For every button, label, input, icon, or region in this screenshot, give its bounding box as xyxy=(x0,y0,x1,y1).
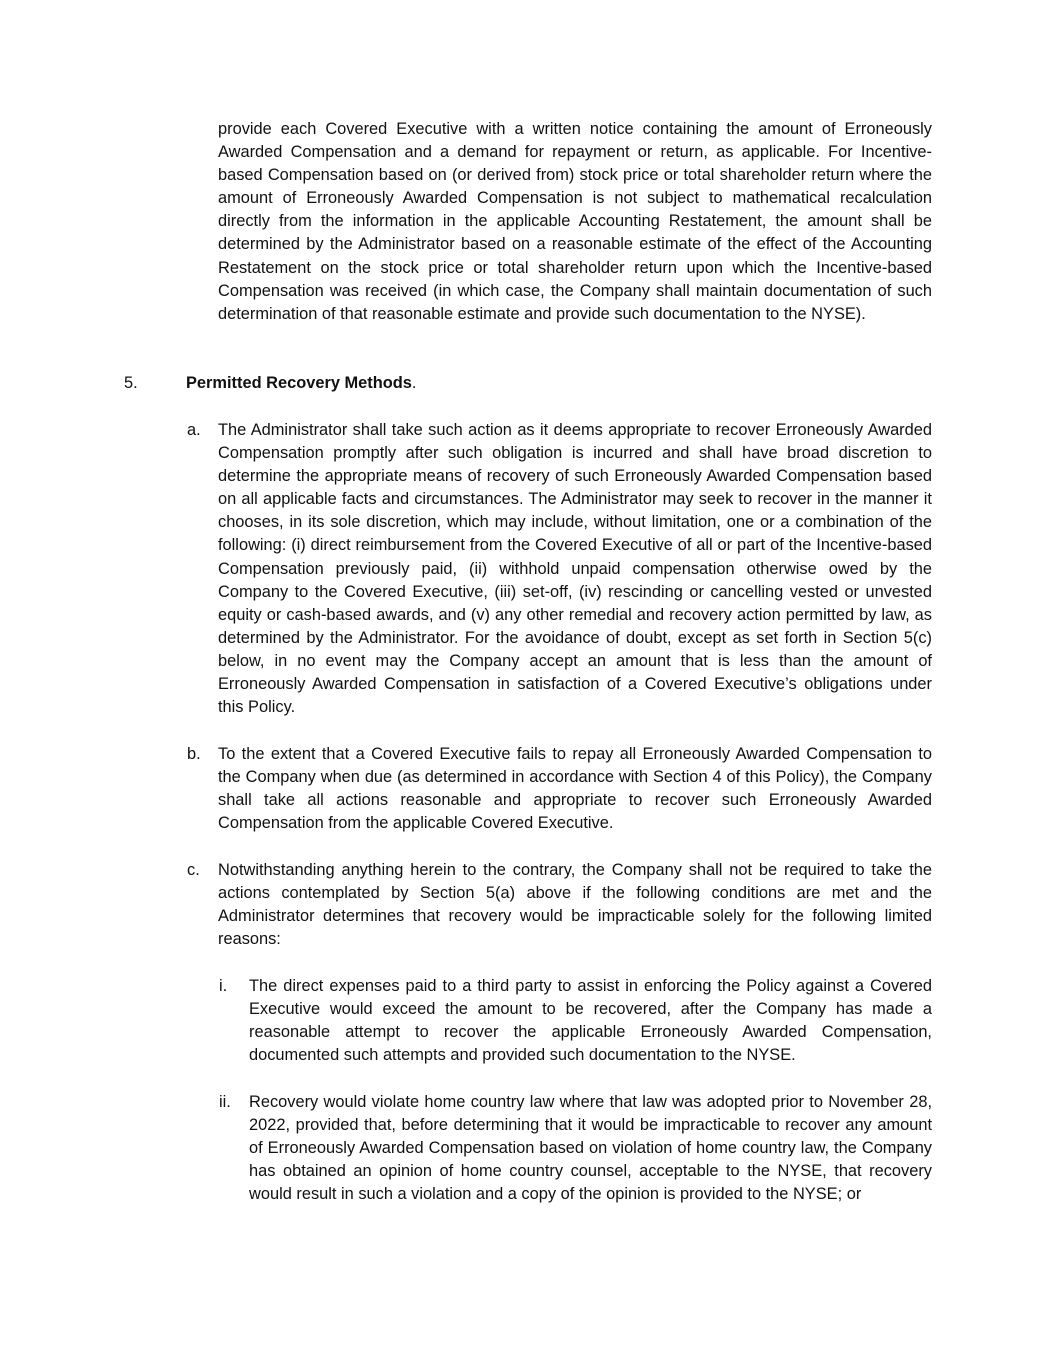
subitem-text-ii: Recovery would violate home country law where that law was adopted prior to November 28, 2022, provided that, before determining that it would be impracticable to recover any amount of Erroneously Awarded Compensation based on violation of home country law, the Company has obtained an opinion of home country counsel, acceptable to the NYSE, that recovery would result in such a violation and a copy of the opinion is provided to the NYSE; or xyxy=(249,1093,932,1204)
section-title: Permitted Recovery Methods xyxy=(186,374,412,392)
item-text-c: Notwithstanding anything herein to the contrary, the Company shall not be required to take the actions contemplated by Section 5(a) above if the following conditions are met and the Administrator determines that recovery would be impracticable solely for the following limited reasons: xyxy=(218,861,932,949)
item-text-b: To the extent that a Covered Executive fails to repay all Erroneously Awarded Compensation to the Company when due (as determined in accordance with Section 4 of this Policy), the Company shall take all actions reasonable and appropriate to recover such Erroneously Awarded Compensation from the applicable Covered Executive. xyxy=(218,745,932,833)
subitem-marker-ii: ii. xyxy=(219,1093,231,1111)
section-title-suffix: . xyxy=(411,374,417,392)
subitem-marker-i: i. xyxy=(219,977,228,995)
item-marker-c: c. xyxy=(187,861,200,879)
section-number: 5. xyxy=(124,374,138,392)
continuation-paragraph: provide each Covered Executive with a written notice containing the amount of Erroneously Awarded Compensation and a demand for repayment or return, as applicable. For Incentive-based Compensation based on (or derived from) stock price or total shareholder return where the amount of Erroneously Awarded Compensation is not subject to mathematical recalculation directly from the information in the applicable Accounting Restatement, the amount shall be determined by the Administrator based on a reasonable estimate of the effect of the Accounting Restatement on the stock price or total shareholder return upon which the Incentive-based Compensation was received (in which case, the Company shall maintain documentation of such determination of that reasonable estimate and provide such documentation to the NYSE). xyxy=(218,120,932,323)
section-heading xyxy=(186,372,416,395)
item-marker-a: a. xyxy=(187,421,201,439)
item-text-a: The Administrator shall take such action as it deems appropriate to recover Erroneously Awarded Compensation promptly after such obligation is incurred and shall have broad discretion to determine the appropriate means of recovery of such Erroneously Awarded Compensation based on all applicable facts and circumstances. The Administrator may seek to recover in the manner it chooses, in its sole discretion, which may include, without limitation, one or a combination of the following: (i) direct reimbursement from the Covered Executive of all or part of the Incentive-based Compensation previously paid, (ii) withhold unpaid compensation otherwise owed by the Company to the Covered Executive, (iii) set-off, (iv) rescinding or cancelling vested or unvested equity or cash-based awards, and (v) any other remedial and recovery action permitted by law, as determined by the Administrator. For the avoidance of doubt, except as set forth in Section 5(c) below, in no event may the Company accept an amount that is less than the amount of Erroneously Awarded Compensation in satisfaction of a Covered Executive’s obligations under this Policy. xyxy=(218,421,932,717)
subitem-text-i: The direct expenses paid to a third party to assist in enforcing the Policy against a Covered Executive would exceed the amount to be recovered, after the Company has made a reasonable attempt to recover the applicable Erroneously Awarded Compensation, documented such attempts and provided such documentation to the NYSE. xyxy=(249,977,932,1065)
item-marker-b: b. xyxy=(187,745,201,763)
